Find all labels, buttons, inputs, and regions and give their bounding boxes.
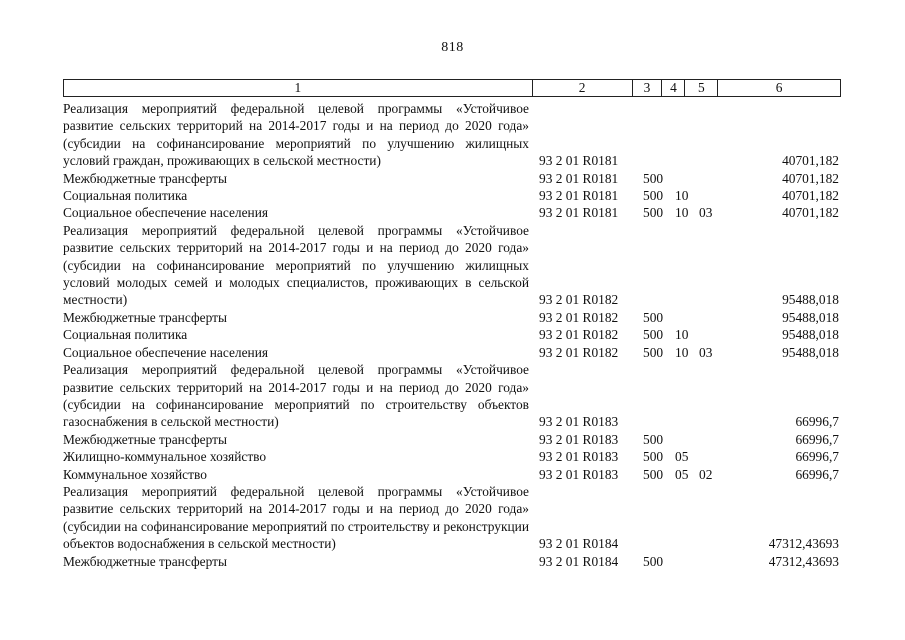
row-code: 93 2 01 R0183: [539, 449, 619, 465]
table-row: [63, 431, 841, 448]
row-description: Реализация мероприятий федеральной целевой программы «Устойчивое развитие сельских территорий на 2014-2017 годы и на период до 2020 года» (субсидии на софинансирование мероприятий по улучшению жилищных условий граждан, проживающих в сельской местности): [63, 101, 529, 169]
row-code: 93 2 01 R0183: [539, 431, 619, 447]
row-col-3: 500: [643, 431, 664, 447]
row-code: 93 2 01 R0182: [539, 309, 619, 325]
row-col-4: 10: [675, 344, 689, 360]
row-amount: 40701,182: [782, 170, 839, 186]
row-col-5: 03: [699, 205, 713, 221]
row-col-4: 10: [675, 327, 689, 343]
row-col-3: 500: [643, 344, 664, 360]
table-row: [63, 466, 841, 483]
row-codes: [539, 431, 719, 448]
table-row: [63, 326, 841, 343]
row-codes: [539, 326, 719, 343]
row-col-4: 05: [675, 449, 689, 465]
table-header: [63, 79, 841, 97]
row-col-3: 500: [643, 553, 664, 569]
table-row: [63, 448, 841, 465]
row-amount: 47312,43693: [768, 553, 839, 569]
table-row: [63, 222, 841, 309]
row-col-3: 500: [643, 188, 664, 204]
row-description: Межбюджетные трансферты: [63, 553, 227, 569]
row-codes: [539, 553, 719, 570]
row-description: Социальная политика: [63, 327, 188, 343]
row-col-3: 500: [643, 170, 664, 186]
row-codes: [539, 187, 719, 204]
table-row: [63, 553, 841, 570]
row-col-3: 500: [643, 327, 664, 343]
header-col-2: 2: [533, 80, 633, 96]
row-col-4: 10: [675, 188, 689, 204]
row-codes: [539, 344, 719, 361]
row-col-5: 03: [699, 344, 713, 360]
row-amount: 95488,018: [782, 344, 839, 360]
row-col-3: 500: [643, 449, 664, 465]
row-description: Социальное обеспечение населения: [63, 344, 269, 360]
row-code: 93 2 01 R0181: [539, 153, 619, 169]
row-code: 93 2 01 R0181: [539, 170, 619, 186]
row-code: 93 2 01 R0184: [539, 553, 619, 569]
row-col-4: 05: [675, 466, 689, 482]
row-description: Коммунальное хозяйство: [63, 466, 207, 482]
row-description: Реализация мероприятий федеральной целевой программы «Устойчивое развитие сельских территорий на 2014-2017 годы и на период до 2020 года» (субсидии на софинансирование мероприятий по строительству и реконструкции объектов водоснабжения в сельской местности): [63, 483, 529, 552]
table-row: [63, 187, 841, 204]
row-col-3: 500: [643, 205, 664, 221]
row-codes: [539, 466, 719, 483]
row-amount: 66996,7: [795, 466, 839, 482]
row-amount: 66996,7: [795, 414, 839, 430]
table-row: [63, 100, 841, 170]
header-col-5: 5: [685, 80, 718, 96]
row-codes: [539, 170, 719, 187]
row-amount: 95488,018: [782, 292, 839, 308]
row-code: 93 2 01 R0183: [539, 414, 619, 430]
row-amount: 40701,182: [782, 153, 839, 169]
row-description: Жилищно-коммунальное хозяйство: [63, 449, 267, 465]
row-amount: 66996,7: [795, 431, 839, 447]
table-row: [63, 344, 841, 361]
row-code: 93 2 01 R0182: [539, 292, 619, 308]
row-description: Социальная политика: [63, 188, 188, 204]
row-description: Реализация мероприятий федеральной целевой программы «Устойчивое развитие сельских территорий на 2014-2017 годы и на период до 2020 года» (субсидии на софинансирование мероприятий по строительству объектов газоснабжения в сельской местности): [63, 362, 529, 430]
row-amount: 95488,018: [782, 327, 839, 343]
row-description: Реализация мероприятий федеральной целевой программы «Устойчивое развитие сельских территорий на 2014-2017 годы и на период до 2020 года» (субсидии на софинансирование мероприятий по улучшению жилищных условий молодых семей и молодых специалистов, проживающих в сельской местности): [63, 222, 529, 308]
row-codes: [539, 204, 719, 221]
row-code: 93 2 01 R0181: [539, 205, 619, 221]
table-row: [63, 361, 841, 431]
row-amount: 40701,182: [782, 205, 839, 221]
row-code: 93 2 01 R0181: [539, 188, 619, 204]
header-col-6: 6: [775, 80, 783, 95]
row-col-4: 10: [675, 205, 689, 221]
row-code: 93 2 01 R0182: [539, 344, 619, 360]
row-codes: [539, 448, 719, 465]
row-description: Социальное обеспечение населения: [63, 205, 269, 221]
row-amount: 47312,43693: [768, 536, 839, 552]
header-col-4: 4: [662, 80, 685, 96]
table-row: [63, 170, 841, 187]
header-col-1: 1: [64, 80, 533, 96]
table-row: [63, 204, 841, 221]
table-row: [63, 483, 841, 553]
row-amount: 95488,018: [782, 309, 839, 325]
table-row: [63, 309, 841, 326]
row-description: Межбюджетные трансферты: [63, 431, 227, 447]
row-codes: [539, 291, 719, 308]
row-col-3: 500: [643, 309, 664, 325]
page-number: 818: [441, 40, 464, 55]
row-codes: [539, 535, 719, 552]
row-codes: [539, 309, 719, 326]
row-code: 93 2 01 R0182: [539, 327, 619, 343]
row-amount: 66996,7: [795, 449, 839, 465]
row-description: Межбюджетные трансферты: [63, 170, 227, 186]
row-codes: [539, 152, 719, 169]
row-col-5: 02: [699, 466, 713, 482]
row-description: Межбюджетные трансферты: [63, 309, 227, 325]
row-col-3: 500: [643, 466, 664, 482]
header-col-3: 3: [633, 80, 663, 96]
row-codes: [539, 413, 719, 430]
row-code: 93 2 01 R0184: [539, 536, 619, 552]
row-amount: 40701,182: [782, 188, 839, 204]
row-code: 93 2 01 R0183: [539, 466, 619, 482]
table-body: [63, 100, 841, 570]
